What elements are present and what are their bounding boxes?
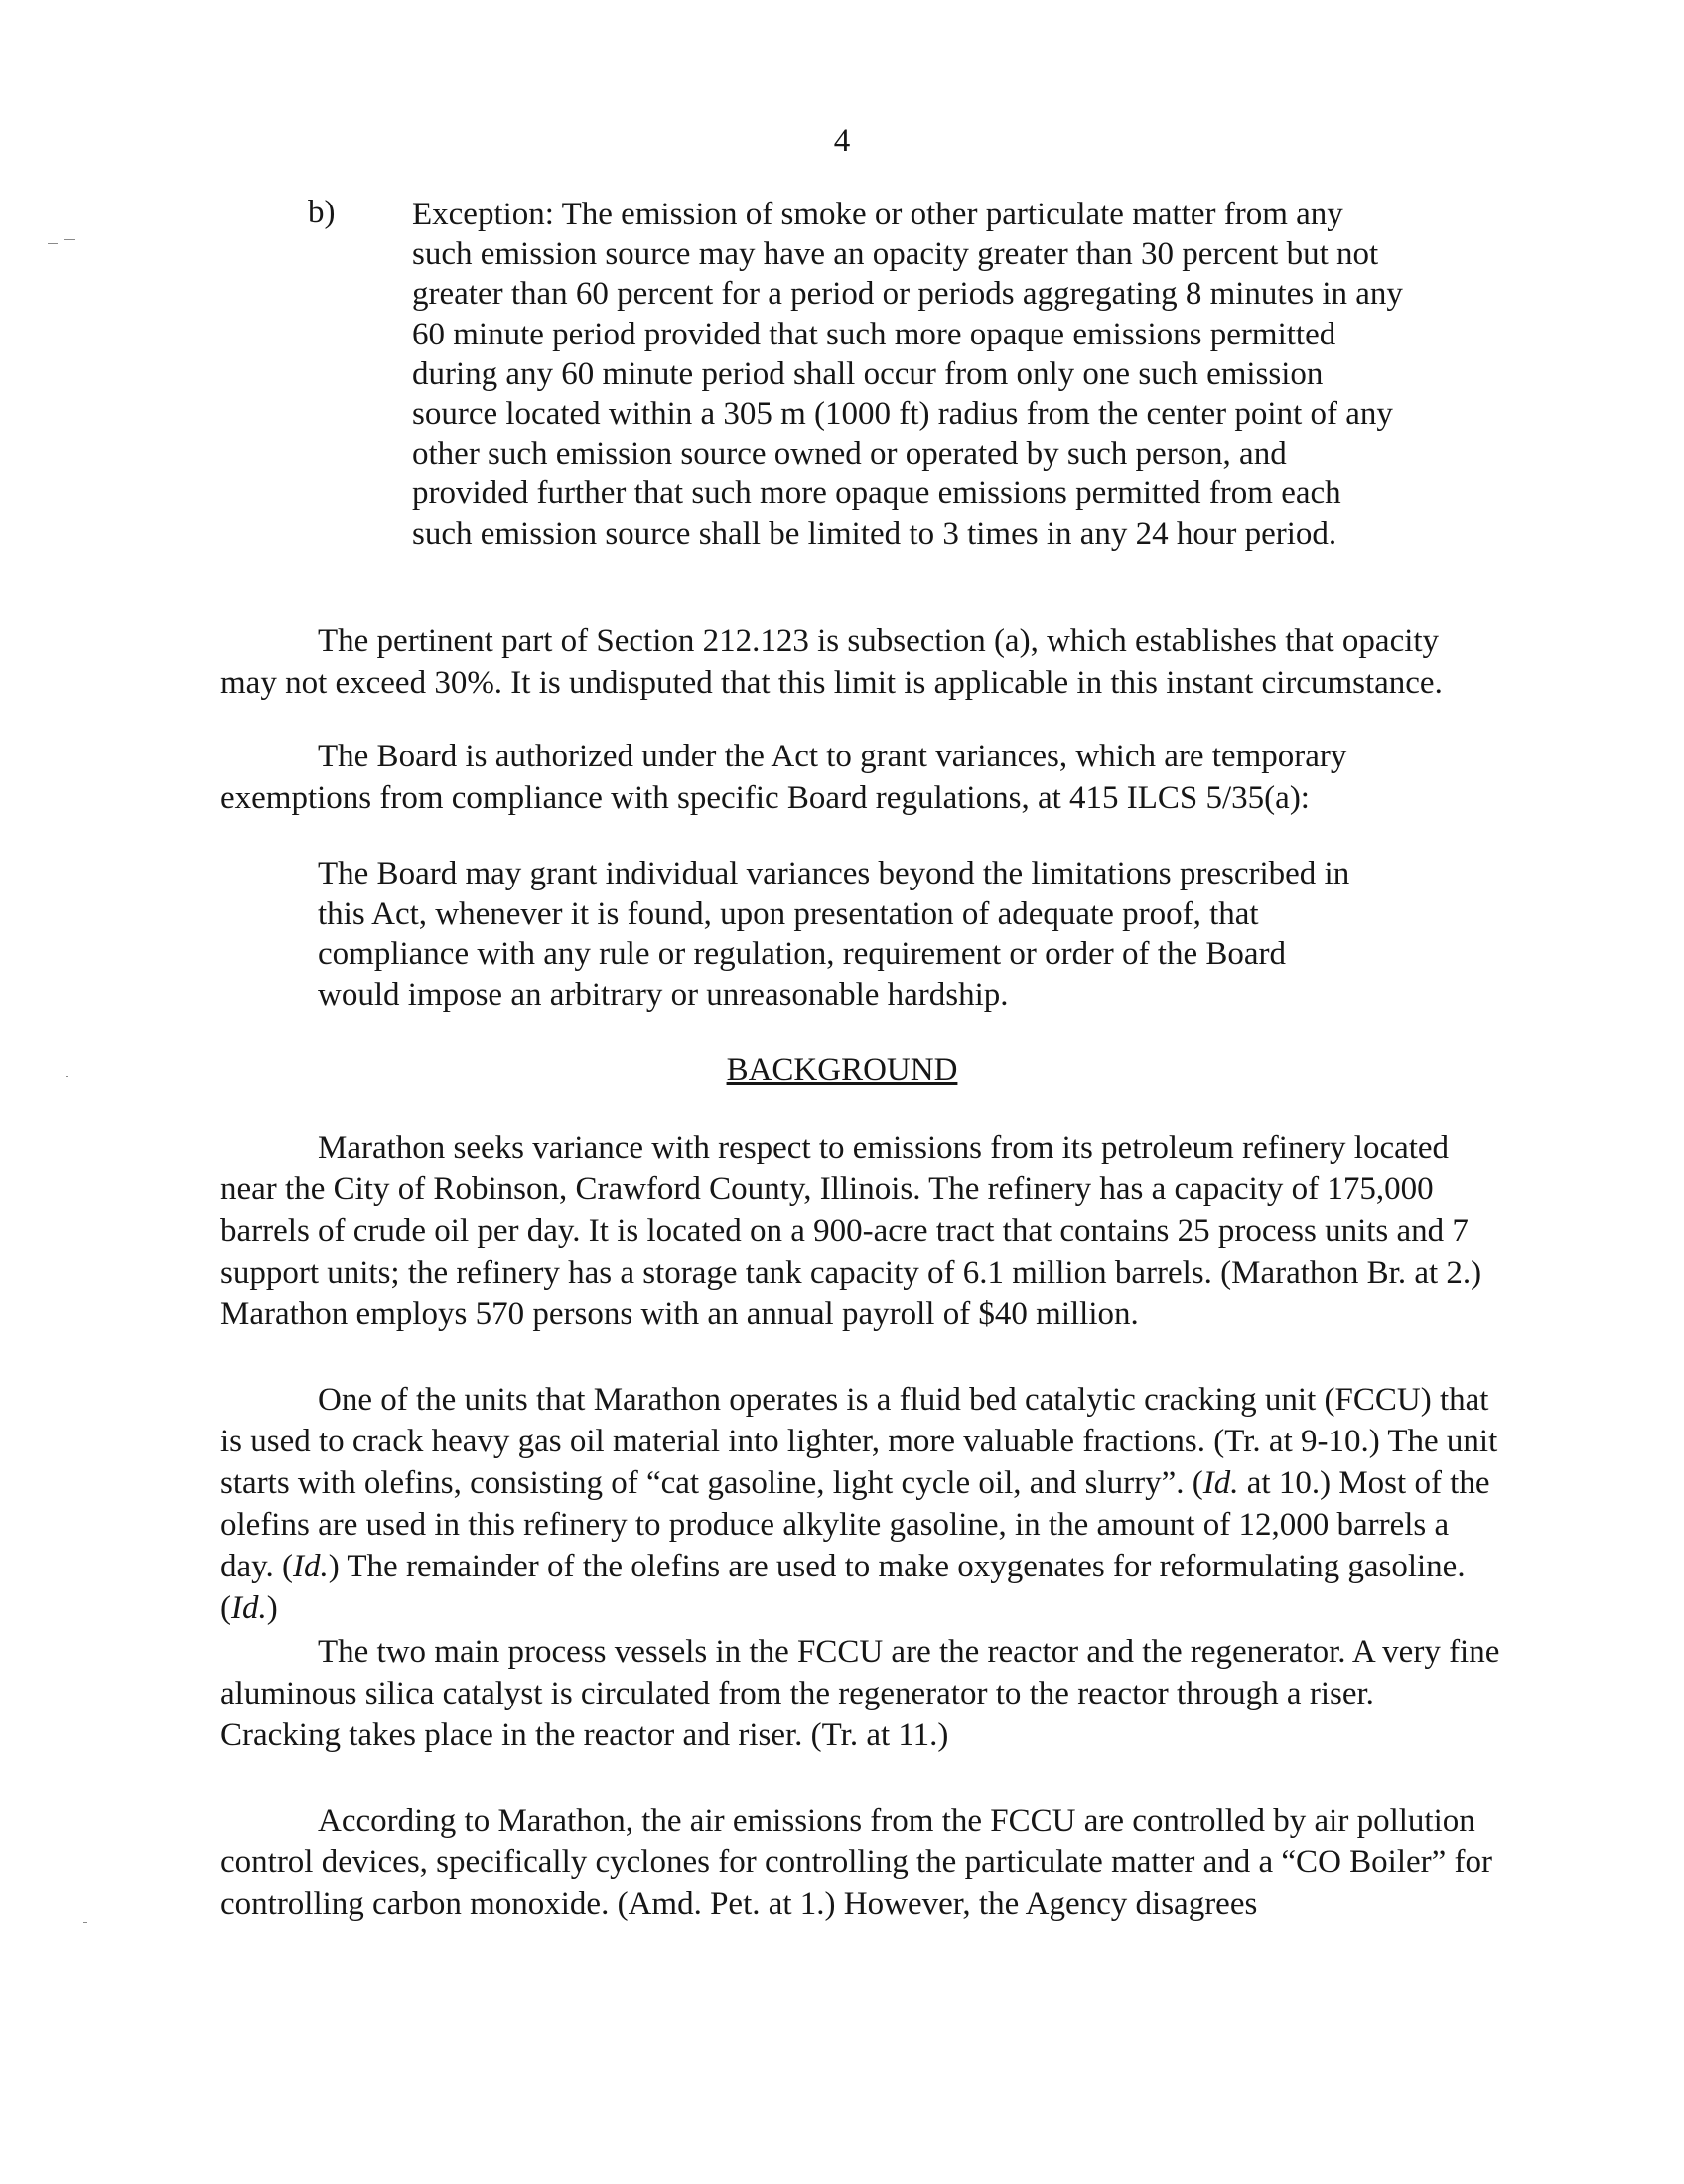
fccu-text-3: ) The remainder of the olefins are used to make oxygenates for reformulating gasoline. ( [220, 1549, 1466, 1626]
paragraph-board-authority: The Board is authorized under the Act to grant variances, which are temporary exemptions from compliance with specific Board regulations, at 415 ILCS 5/35(a): [220, 739, 1347, 816]
item-b-text: Exception: The emission of smoke or other particulate matter from any such emission source may have an opacity greater than 30 percent but not greater than 60 percent for a period or periods aggregating 8 minutes in any 60 minute period provided that such more opaque emissions permitted during any 60 minute period shall occur from only one such emission source located within a 305 m (1000 ft) radius from the center point of any other such emission source owned or operated by such person, and provided further that such more opaque emissions permitted from each such emission source shall be limited to 3 times in any 24 hour period. [412, 197, 1403, 552]
page-number: 4 [833, 123, 851, 159]
paragraph-fccu-units [220, 1379, 1501, 1629]
citation-id: Id. [1202, 1465, 1239, 1501]
paragraph-process-vessels: The two main process vessels in the FCCU are the reactor and the regenerator. A very fine aluminous silica catalyst is circulated from the regenerator to the reactor through a riser. Cracking takes place in the reactor and riser. (Tr. at 11.) [220, 1634, 1500, 1753]
paragraph-section-212-123: The pertinent part of Section 212.123 is subsection (a), which establishes that opacity may not exceed 30%. It is undisputed that this limit is applicable in this instant circumstance. [220, 623, 1443, 701]
citation-id: Id. [293, 1549, 329, 1584]
scan-mark [64, 239, 75, 240]
statute-quote: The Board may grant individual variances beyond the limitations prescribed in this Act, whenever it is found, upon presentation of adequate proof, that compliance with any rule or regulation, requirement or order of the Board would impose an arbitrary or unreasonable hardship. [318, 856, 1350, 1013]
paragraph-marathon-refinery: Marathon seeks variance with respect to emissions from its petroleum refinery located near the City of Robinson, Crawford County, Illinois. The refinery has a capacity of 175,000 barrels of crude oil per day. It is located on a 900-acre tract that contains 25 process units and 7 support units; the refinery has a storage tank capacity of 6.1 million barrels. (Marathon Br. at 2.) Marathon employs 570 persons with an annual payroll of $40 million. [220, 1130, 1482, 1332]
scan-mark [83, 1922, 87, 1923]
paragraph-emissions-control: According to Marathon, the air emissions from the FCCU are controlled by air pollution control devices, specifically cyclones for controlling the particulate matter and a “CO Boiler” for controlling carbon monoxide. (Amd. Pet. at 1.) However, the Agency disagrees [220, 1803, 1493, 1922]
background-heading: BACKGROUND [726, 1052, 958, 1088]
item-marker: b) [308, 195, 336, 230]
citation-id: Id. [231, 1590, 267, 1626]
fccu-text-4: ) [266, 1590, 278, 1626]
scan-mark [48, 243, 58, 244]
fccu-text-2: at 10.) Most of the olefins are used in this refinery to produce alkylite gasoline, in the amount of 12,000 barrels a day. ( [220, 1465, 1490, 1584]
fccu-text-1: One of the units that Marathon operates is a fluid bed catalytic cracking unit (FCCU) that is used to crack heavy gas oil material into lighter, more valuable fractions. (Tr. at 9-10.) The unit starts with olefins, consisting of “cat gasoline, light cycle oil, and slurry”. ( [220, 1382, 1498, 1501]
